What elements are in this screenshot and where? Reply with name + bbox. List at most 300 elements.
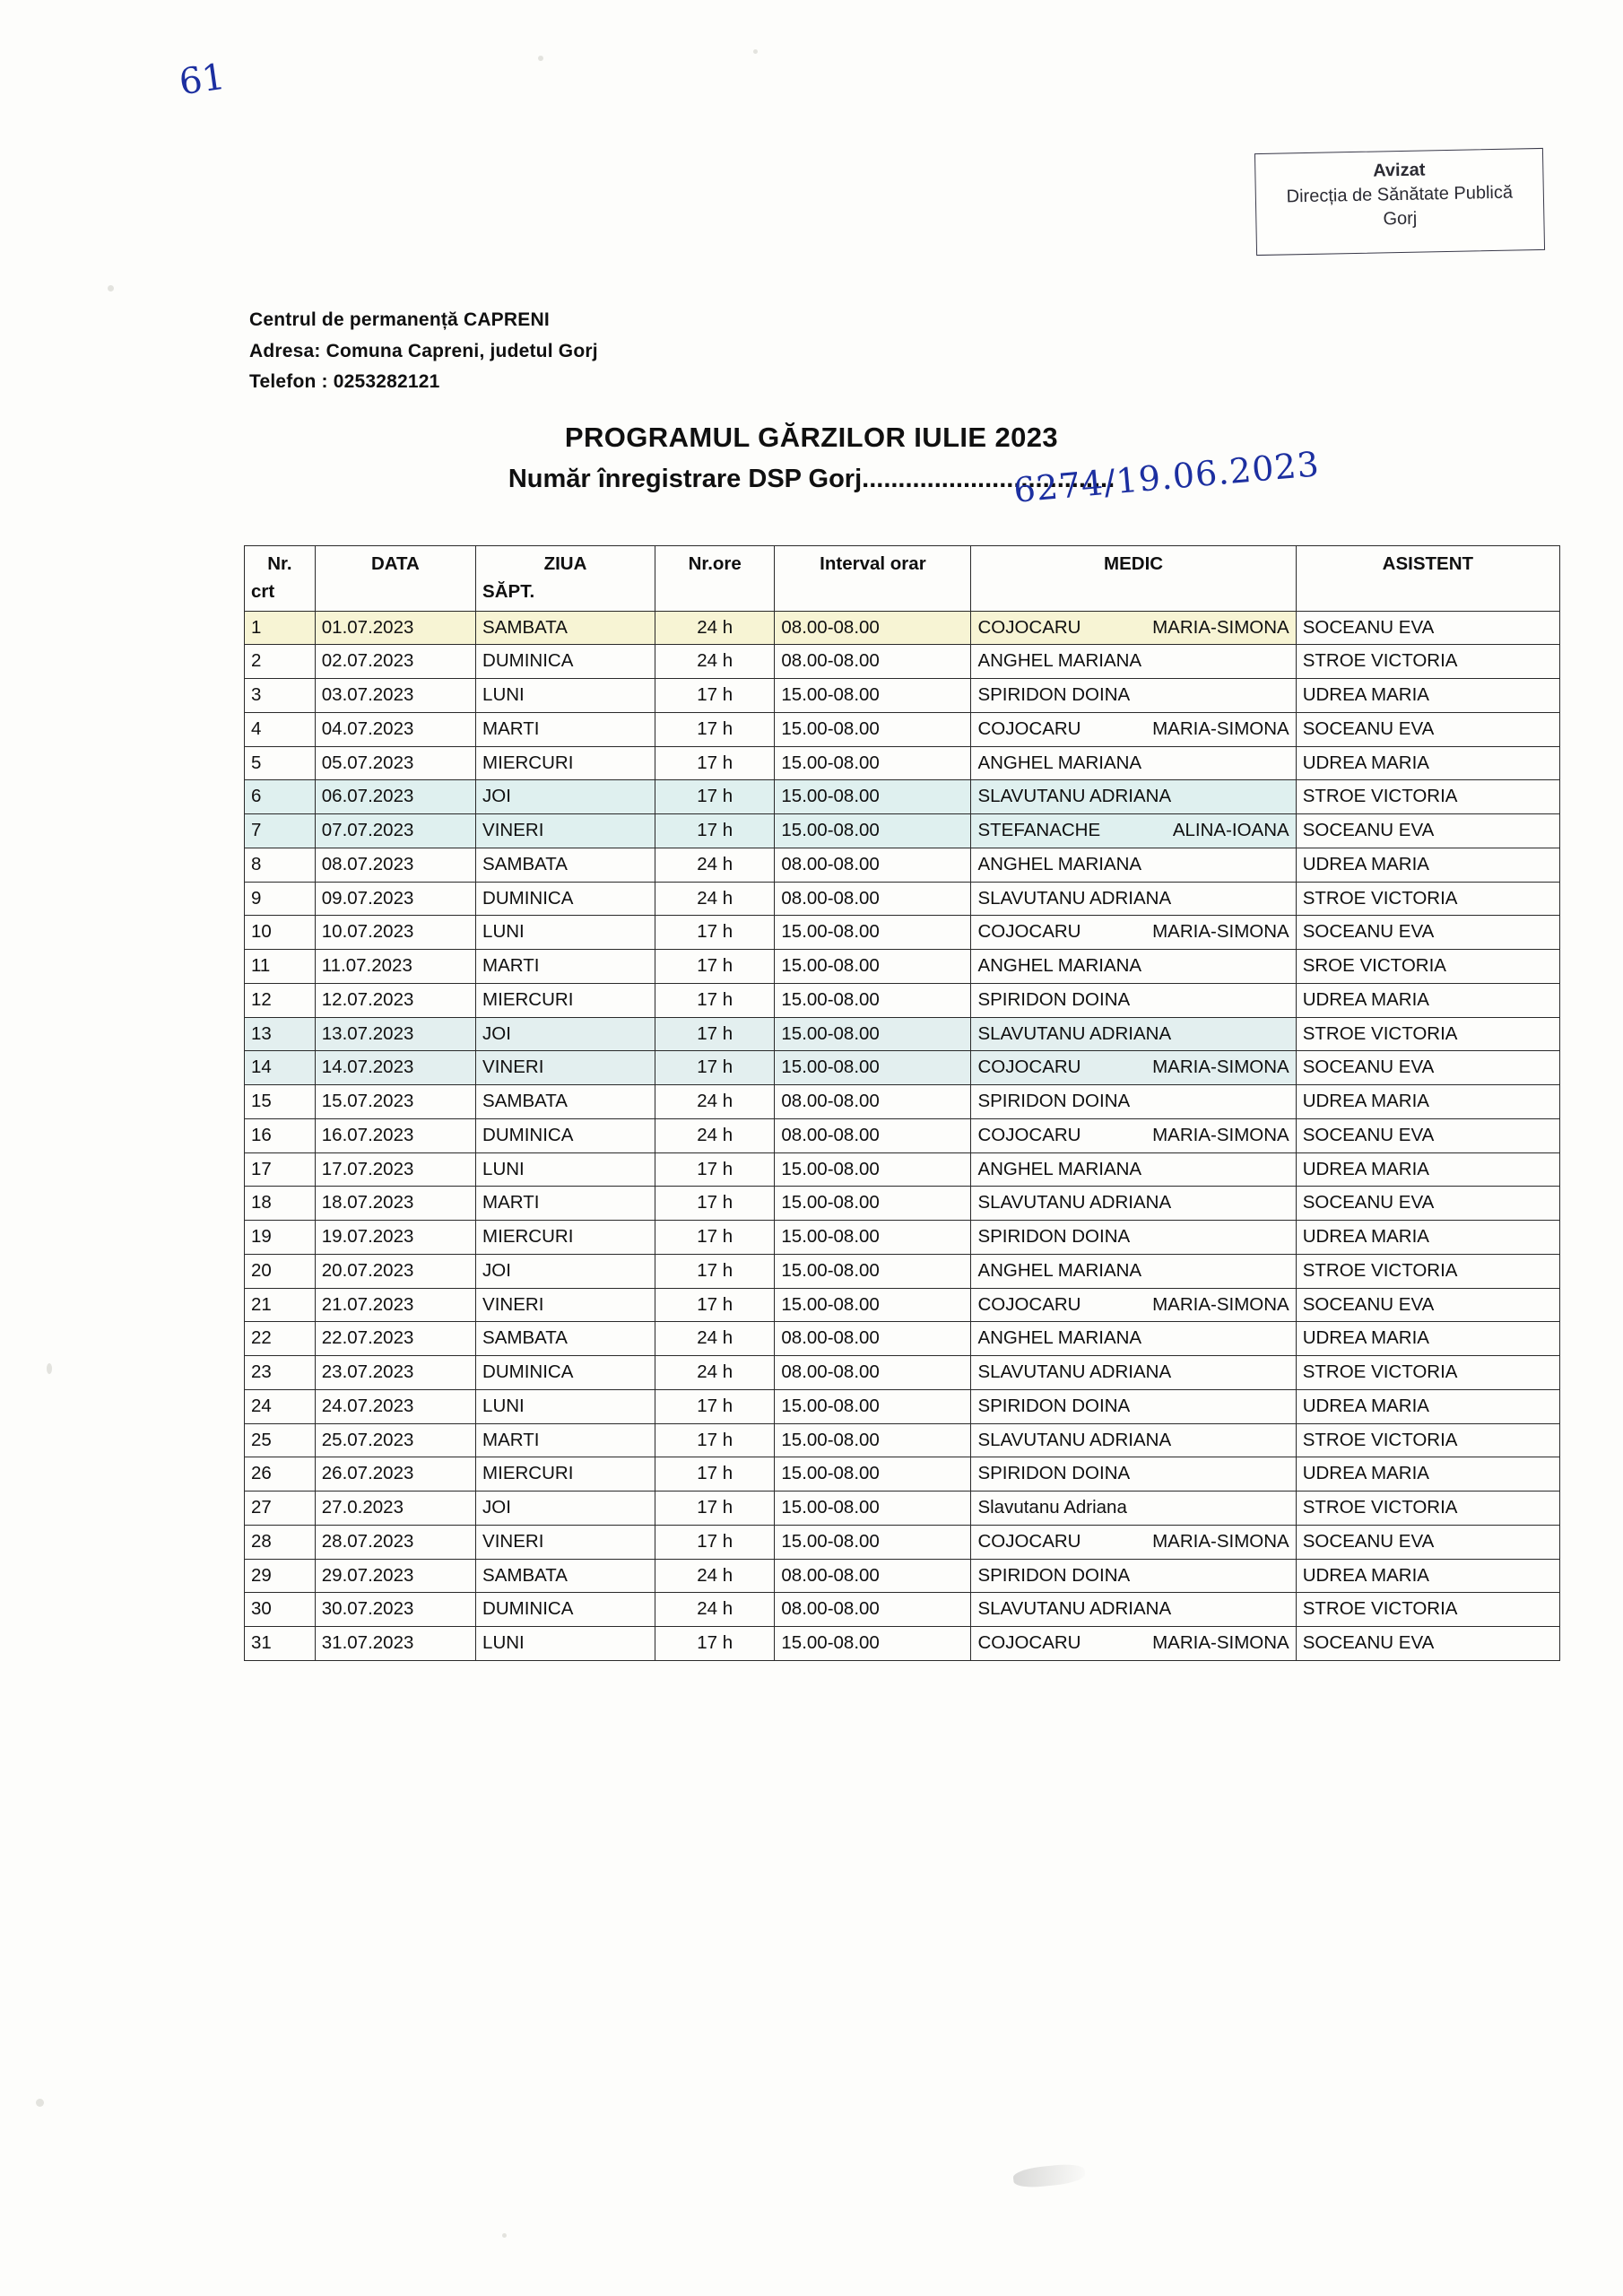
cell-ore: 17 h xyxy=(655,1152,774,1187)
cell-interval: 15.00-08.00 xyxy=(775,814,971,848)
cell-medic xyxy=(971,780,1296,814)
table-row xyxy=(245,645,1560,679)
cell-ziua: JOI xyxy=(476,1254,655,1288)
cell-ziua: LUNI xyxy=(476,679,655,713)
table-row xyxy=(245,1221,1560,1255)
medic-name-part1: SLAVUTANU ADRIANA xyxy=(977,1022,1172,1044)
cell-data: 13.07.2023 xyxy=(315,1017,475,1051)
cell-asistent: STROE VICTORIA xyxy=(1296,1492,1559,1526)
column-header-medic: MEDIC xyxy=(971,546,1296,612)
cell-asistent: SOCEANU EVA xyxy=(1296,1525,1559,1559)
cell-asistent: STROE VICTORIA xyxy=(1296,1254,1559,1288)
table-row xyxy=(245,1051,1560,1085)
cell-ore: 17 h xyxy=(655,712,774,746)
cell-ziua: VINERI xyxy=(476,1288,655,1322)
cell-ziua: SAMBATA xyxy=(476,611,655,645)
table-row xyxy=(245,1389,1560,1423)
table-row xyxy=(245,1559,1560,1593)
cell-ziua: MIERCURI xyxy=(476,746,655,780)
cell-ore: 17 h xyxy=(655,1457,774,1492)
cell-medic xyxy=(971,983,1296,1017)
cell-data: 01.07.2023 xyxy=(315,611,475,645)
cell-nr: 11 xyxy=(245,950,316,984)
cell-interval: 15.00-08.00 xyxy=(775,1627,971,1661)
cell-ore: 17 h xyxy=(655,1423,774,1457)
column-header-ziua-line1: ZIUA xyxy=(543,553,587,574)
cell-ziua: MIERCURI xyxy=(476,983,655,1017)
cell-ore: 17 h xyxy=(655,1254,774,1288)
medic-name-part1: ANGHEL MARIANA xyxy=(977,752,1142,773)
page-title: PROGRAMUL GĂRZILOR IULIE 2023 xyxy=(564,422,1059,453)
cell-interval: 15.00-08.00 xyxy=(775,1492,971,1526)
medic-name-part1: SPIRIDON DOINA xyxy=(977,684,1131,705)
scan-speck xyxy=(502,2233,507,2238)
medic-name-part2: MARIA-SIMONA xyxy=(1152,921,1289,943)
cell-interval: 08.00-08.00 xyxy=(775,1322,971,1356)
cell-data: 04.07.2023 xyxy=(315,712,475,746)
medic-name-part2: MARIA-SIMONA xyxy=(1152,1057,1289,1078)
table-row xyxy=(245,1492,1560,1526)
cell-ziua: LUNI xyxy=(476,916,655,950)
medic-name-part1: COJOCARU xyxy=(977,1057,1081,1078)
medic-name-part1: COJOCARU xyxy=(977,616,1081,638)
medic-name-part1: SLAVUTANU ADRIANA xyxy=(977,786,1172,807)
cell-ore: 17 h xyxy=(655,916,774,950)
cell-ziua: JOI xyxy=(476,780,655,814)
cell-asistent: SOCEANU EVA xyxy=(1296,916,1559,950)
medic-name-part2: MARIA-SIMONA xyxy=(1152,718,1289,739)
cell-asistent: UDREA MARIA xyxy=(1296,1085,1559,1119)
cell-interval: 08.00-08.00 xyxy=(775,611,971,645)
cell-ziua: SAMBATA xyxy=(476,1085,655,1119)
cell-ore: 17 h xyxy=(655,814,774,848)
cell-interval: 15.00-08.00 xyxy=(775,1389,971,1423)
cell-nr: 13 xyxy=(245,1017,316,1051)
cell-data: 23.07.2023 xyxy=(315,1356,475,1390)
cell-asistent: SOCEANU EVA xyxy=(1296,1187,1559,1221)
medic-name-part1: SPIRIDON DOINA xyxy=(977,1226,1131,1247)
cell-interval: 15.00-08.00 xyxy=(775,1152,971,1187)
cell-data: 03.07.2023 xyxy=(315,679,475,713)
cell-ziua: DUMINICA xyxy=(476,1118,655,1152)
cell-data: 27.0.2023 xyxy=(315,1492,475,1526)
cell-asistent: UDREA MARIA xyxy=(1296,679,1559,713)
medic-name-part1: ANGHEL MARIANA xyxy=(977,1158,1142,1179)
table-row xyxy=(245,1118,1560,1152)
medic-name-part2: MARIA-SIMONA xyxy=(1152,1530,1289,1552)
cell-interval: 08.00-08.00 xyxy=(775,848,971,882)
cell-medic xyxy=(971,1051,1296,1085)
cell-nr: 14 xyxy=(245,1051,316,1085)
medic-name-part1: ANGHEL MARIANA xyxy=(977,1259,1142,1281)
cell-ziua: DUMINICA xyxy=(476,882,655,916)
cell-asistent: UDREA MARIA xyxy=(1296,1389,1559,1423)
cell-asistent: SOCEANU EVA xyxy=(1296,1118,1559,1152)
cell-ziua: MARTI xyxy=(476,712,655,746)
column-header-interval: Interval orar xyxy=(775,546,971,612)
cell-nr: 28 xyxy=(245,1525,316,1559)
cell-data: 28.07.2023 xyxy=(315,1525,475,1559)
cell-data: 19.07.2023 xyxy=(315,1221,475,1255)
cell-interval: 08.00-08.00 xyxy=(775,1559,971,1593)
cell-ziua: SAMBATA xyxy=(476,1559,655,1593)
cell-data: 18.07.2023 xyxy=(315,1187,475,1221)
cell-ziua: SAMBATA xyxy=(476,848,655,882)
medic-name-part1: SLAVUTANU ADRIANA xyxy=(977,887,1172,909)
cell-interval: 08.00-08.00 xyxy=(775,1085,971,1119)
cell-ore: 17 h xyxy=(655,950,774,984)
cell-ore: 24 h xyxy=(655,1559,774,1593)
cell-nr: 2 xyxy=(245,645,316,679)
column-header-data: DATA xyxy=(315,546,475,612)
cell-ore: 17 h xyxy=(655,1017,774,1051)
cell-ziua: VINERI xyxy=(476,1051,655,1085)
medic-name-part2: MARIA-SIMONA xyxy=(1152,1293,1289,1315)
medic-name-part1: SLAVUTANU ADRIANA xyxy=(977,1361,1172,1382)
cell-data: 25.07.2023 xyxy=(315,1423,475,1457)
cell-ziua: LUNI xyxy=(476,1152,655,1187)
cell-ziua: SAMBATA xyxy=(476,1322,655,1356)
cell-medic xyxy=(971,882,1296,916)
table-row xyxy=(245,848,1560,882)
cell-data: 09.07.2023 xyxy=(315,882,475,916)
cell-nr: 12 xyxy=(245,983,316,1017)
cell-ziua: MARTI xyxy=(476,950,655,984)
table-header-row xyxy=(245,546,1560,612)
cell-asistent: STROE VICTORIA xyxy=(1296,882,1559,916)
cell-nr: 7 xyxy=(245,814,316,848)
cell-asistent: SOCEANU EVA xyxy=(1296,611,1559,645)
medic-name-part1: SPIRIDON DOINA xyxy=(977,1395,1131,1416)
cell-ore: 17 h xyxy=(655,1221,774,1255)
medic-name-part1: SPIRIDON DOINA xyxy=(977,988,1131,1010)
cell-asistent: SOCEANU EVA xyxy=(1296,1051,1559,1085)
cell-interval: 15.00-08.00 xyxy=(775,1254,971,1288)
cell-medic xyxy=(971,1593,1296,1627)
cell-data: 12.07.2023 xyxy=(315,983,475,1017)
medic-name-part1: SLAVUTANU ADRIANA xyxy=(977,1598,1172,1620)
cell-medic xyxy=(971,1423,1296,1457)
scan-speck xyxy=(108,285,114,291)
column-header-nr xyxy=(245,546,316,612)
table-row xyxy=(245,1627,1560,1661)
cell-asistent: UDREA MARIA xyxy=(1296,1457,1559,1492)
cell-medic xyxy=(971,1389,1296,1423)
cell-interval: 08.00-08.00 xyxy=(775,1593,971,1627)
cell-nr: 21 xyxy=(245,1288,316,1322)
cell-medic xyxy=(971,916,1296,950)
cell-medic xyxy=(971,1221,1296,1255)
cell-interval: 15.00-08.00 xyxy=(775,1525,971,1559)
cell-asistent: UDREA MARIA xyxy=(1296,746,1559,780)
cell-asistent: STROE VICTORIA xyxy=(1296,1017,1559,1051)
cell-asistent: UDREA MARIA xyxy=(1296,1152,1559,1187)
cell-medic xyxy=(971,1085,1296,1119)
cell-data: 17.07.2023 xyxy=(315,1152,475,1187)
cell-interval: 15.00-08.00 xyxy=(775,1288,971,1322)
cell-data: 24.07.2023 xyxy=(315,1389,475,1423)
cell-asistent: UDREA MARIA xyxy=(1296,848,1559,882)
center-name: Centrul de permanență CAPRENI xyxy=(249,309,550,330)
cell-ziua: MIERCURI xyxy=(476,1221,655,1255)
cell-nr: 5 xyxy=(245,746,316,780)
cell-ore: 17 h xyxy=(655,1288,774,1322)
cell-medic xyxy=(971,950,1296,984)
stamp-line-1: Avizat xyxy=(1373,160,1426,181)
cell-data: 07.07.2023 xyxy=(315,814,475,848)
cell-nr: 29 xyxy=(245,1559,316,1593)
cell-nr: 25 xyxy=(245,1423,316,1457)
cell-interval: 15.00-08.00 xyxy=(775,780,971,814)
cell-asistent: STROE VICTORIA xyxy=(1296,1593,1559,1627)
medic-name-part1: COJOCARU xyxy=(977,1530,1081,1552)
medic-name-part1: Slavutanu Adriana xyxy=(977,1497,1127,1518)
cell-ore: 17 h xyxy=(655,1492,774,1526)
column-header-asistent: ASISTENT xyxy=(1296,546,1559,612)
table-row xyxy=(245,950,1560,984)
cell-ore: 24 h xyxy=(655,1118,774,1152)
scan-smudge xyxy=(1012,2162,1086,2189)
scan-speck xyxy=(538,56,543,61)
table-row xyxy=(245,1525,1560,1559)
table-row xyxy=(245,1423,1560,1457)
cell-ore: 17 h xyxy=(655,1389,774,1423)
table-row xyxy=(245,882,1560,916)
cell-ore: 24 h xyxy=(655,1356,774,1390)
cell-interval: 15.00-08.00 xyxy=(775,746,971,780)
cell-data: 02.07.2023 xyxy=(315,645,475,679)
cell-interval: 15.00-08.00 xyxy=(775,712,971,746)
cell-nr: 26 xyxy=(245,1457,316,1492)
cell-ore: 24 h xyxy=(655,611,774,645)
cell-medic xyxy=(971,814,1296,848)
cell-medic xyxy=(971,1457,1296,1492)
table-row xyxy=(245,983,1560,1017)
cell-nr: 31 xyxy=(245,1627,316,1661)
cell-nr: 1 xyxy=(245,611,316,645)
medic-name-part1: STEFANACHE xyxy=(977,820,1101,840)
medic-name-part1: ANGHEL MARIANA xyxy=(977,853,1142,874)
cell-ore: 24 h xyxy=(655,1593,774,1627)
medic-name-part1: SLAVUTANU ADRIANA xyxy=(977,1429,1172,1450)
cell-interval: 15.00-08.00 xyxy=(775,1017,971,1051)
cell-ore: 24 h xyxy=(655,882,774,916)
cell-data: 31.07.2023 xyxy=(315,1627,475,1661)
cell-data: 21.07.2023 xyxy=(315,1288,475,1322)
stamp-line-2: Direcția de Sănătate Publică xyxy=(1286,182,1514,207)
table-row xyxy=(245,1322,1560,1356)
cell-medic xyxy=(971,746,1296,780)
column-header-nr-line1: Nr. xyxy=(267,553,292,574)
cell-data: 30.07.2023 xyxy=(315,1593,475,1627)
cell-ziua: JOI xyxy=(476,1017,655,1051)
medic-name-part2: ALINA-IOANA xyxy=(1172,820,1289,840)
cell-nr: 15 xyxy=(245,1085,316,1119)
cell-medic xyxy=(971,1492,1296,1526)
cell-ziua: VINERI xyxy=(476,1525,655,1559)
cell-ziua: LUNI xyxy=(476,1389,655,1423)
cell-ore: 17 h xyxy=(655,746,774,780)
cell-ore: 24 h xyxy=(655,1085,774,1119)
medic-name-part1: SPIRIDON DOINA xyxy=(977,1463,1131,1484)
cell-data: 22.07.2023 xyxy=(315,1322,475,1356)
cell-interval: 08.00-08.00 xyxy=(775,1118,971,1152)
cell-asistent: STROE VICTORIA xyxy=(1296,645,1559,679)
cell-medic xyxy=(971,1356,1296,1390)
table-row xyxy=(245,1457,1560,1492)
table-row xyxy=(245,1152,1560,1187)
cell-data: 11.07.2023 xyxy=(315,950,475,984)
cell-interval: 15.00-08.00 xyxy=(775,1187,971,1221)
cell-interval: 15.00-08.00 xyxy=(775,983,971,1017)
table-row xyxy=(245,611,1560,645)
cell-ziua: DUMINICA xyxy=(476,645,655,679)
cell-data: 26.07.2023 xyxy=(315,1457,475,1492)
cell-ore: 24 h xyxy=(655,848,774,882)
cell-nr: 3 xyxy=(245,679,316,713)
medic-name-part2: MARIA-SIMONA xyxy=(1152,1632,1289,1653)
table-row xyxy=(245,746,1560,780)
cell-nr: 17 xyxy=(245,1152,316,1187)
medic-name-part1: ANGHEL MARIANA xyxy=(977,955,1142,976)
cell-interval: 08.00-08.00 xyxy=(775,882,971,916)
cell-ziua: VINERI xyxy=(476,814,655,848)
column-header-ziua-line2: SĂPT. xyxy=(482,580,535,602)
medic-name-part1: SLAVUTANU ADRIANA xyxy=(977,1192,1172,1213)
header-address-block xyxy=(249,305,598,398)
cell-interval: 15.00-08.00 xyxy=(775,916,971,950)
cell-interval: 15.00-08.00 xyxy=(775,1221,971,1255)
cell-ore: 17 h xyxy=(655,679,774,713)
cell-asistent: SOCEANU EVA xyxy=(1296,1627,1559,1661)
table-row xyxy=(245,1187,1560,1221)
table-row xyxy=(245,1085,1560,1119)
registration-label: Număr înregistrare DSP Gorj................................... xyxy=(508,465,1115,493)
center-phone: Telefon : 0253282121 xyxy=(249,371,440,393)
cell-medic xyxy=(971,1118,1296,1152)
table-row xyxy=(245,1356,1560,1390)
medic-name-part1: COJOCARU xyxy=(977,718,1081,739)
table-row xyxy=(245,712,1560,746)
cell-interval: 08.00-08.00 xyxy=(775,1356,971,1390)
medic-name-part1: SPIRIDON DOINA xyxy=(977,1091,1131,1111)
cell-ore: 17 h xyxy=(655,1051,774,1085)
cell-medic xyxy=(971,645,1296,679)
cell-medic xyxy=(971,611,1296,645)
cell-data: 06.07.2023 xyxy=(315,780,475,814)
cell-medic xyxy=(971,679,1296,713)
medic-name-part1: COJOCARU xyxy=(977,1632,1081,1653)
cell-data: 14.07.2023 xyxy=(315,1051,475,1085)
table-row xyxy=(245,1254,1560,1288)
medic-name-part2: MARIA-SIMONA xyxy=(1152,616,1289,638)
scan-speck xyxy=(36,2099,44,2107)
cell-nr: 27 xyxy=(245,1492,316,1526)
cell-nr: 4 xyxy=(245,712,316,746)
column-header-nr-line2: crt xyxy=(251,580,275,602)
cell-ziua: JOI xyxy=(476,1492,655,1526)
cell-medic xyxy=(971,1152,1296,1187)
medic-name-part1: COJOCARU xyxy=(977,1124,1081,1145)
cell-data: 20.07.2023 xyxy=(315,1254,475,1288)
cell-medic xyxy=(971,1559,1296,1593)
cell-nr: 9 xyxy=(245,882,316,916)
medic-name-part2: MARIA-SIMONA xyxy=(1152,1124,1289,1145)
cell-nr: 19 xyxy=(245,1221,316,1255)
cell-data: 10.07.2023 xyxy=(315,916,475,950)
schedule-table xyxy=(244,545,1560,1661)
cell-ore: 17 h xyxy=(655,983,774,1017)
cell-asistent: SOCEANU EVA xyxy=(1296,712,1559,746)
cell-ore: 17 h xyxy=(655,780,774,814)
table-row xyxy=(245,1288,1560,1322)
cell-ziua: MARTI xyxy=(476,1187,655,1221)
cell-ore: 17 h xyxy=(655,1187,774,1221)
cell-interval: 15.00-08.00 xyxy=(775,1051,971,1085)
cell-data: 15.07.2023 xyxy=(315,1085,475,1119)
cell-medic xyxy=(971,1525,1296,1559)
stamp-line-3: Gorj xyxy=(1383,208,1418,230)
cell-ore: 17 h xyxy=(655,1627,774,1661)
cell-nr: 8 xyxy=(245,848,316,882)
medic-name-part1: COJOCARU xyxy=(977,1293,1081,1315)
medic-name-part1: SPIRIDON DOINA xyxy=(977,1564,1131,1586)
cell-medic xyxy=(971,1017,1296,1051)
table-row xyxy=(245,780,1560,814)
cell-interval: 08.00-08.00 xyxy=(775,645,971,679)
cell-ore: 24 h xyxy=(655,645,774,679)
scan-speck xyxy=(753,49,758,54)
table-row xyxy=(245,1017,1560,1051)
medic-name-part1: COJOCARU xyxy=(977,921,1081,943)
registration-line xyxy=(0,465,1623,494)
cell-ziua: DUMINICA xyxy=(476,1356,655,1390)
cell-medic xyxy=(971,1254,1296,1288)
cell-data: 08.07.2023 xyxy=(315,848,475,882)
cell-asistent: UDREA MARIA xyxy=(1296,1559,1559,1593)
cell-data: 29.07.2023 xyxy=(315,1559,475,1593)
registration-handwritten-number: 6274/19.06.2023 xyxy=(1011,444,1322,510)
cell-data: 05.07.2023 xyxy=(315,746,475,780)
table-row xyxy=(245,1593,1560,1627)
cell-ore: 17 h xyxy=(655,1525,774,1559)
cell-ore: 24 h xyxy=(655,1322,774,1356)
cell-medic xyxy=(971,1322,1296,1356)
cell-interval: 15.00-08.00 xyxy=(775,1457,971,1492)
cell-nr: 20 xyxy=(245,1254,316,1288)
cell-medic xyxy=(971,712,1296,746)
cell-asistent: STROE VICTORIA xyxy=(1296,780,1559,814)
cell-nr: 6 xyxy=(245,780,316,814)
cell-medic xyxy=(971,1187,1296,1221)
cell-ziua: MARTI xyxy=(476,1423,655,1457)
cell-nr: 16 xyxy=(245,1118,316,1152)
cell-asistent: STROE VICTORIA xyxy=(1296,1423,1559,1457)
column-header-ziua xyxy=(476,546,655,612)
table-row xyxy=(245,916,1560,950)
approval-stamp-box xyxy=(1254,148,1545,256)
cell-asistent: STROE VICTORIA xyxy=(1296,1356,1559,1390)
scan-speck xyxy=(47,1363,52,1374)
medic-name-part1: ANGHEL MARIANA xyxy=(977,1327,1142,1349)
cell-medic xyxy=(971,848,1296,882)
cell-asistent: UDREA MARIA xyxy=(1296,983,1559,1017)
table-row xyxy=(245,679,1560,713)
cell-asistent: SROE VICTORIA xyxy=(1296,950,1559,984)
cell-ziua: LUNI xyxy=(476,1627,655,1661)
stamp-handwritten-number: 61 xyxy=(177,56,228,104)
cell-nr: 22 xyxy=(245,1322,316,1356)
